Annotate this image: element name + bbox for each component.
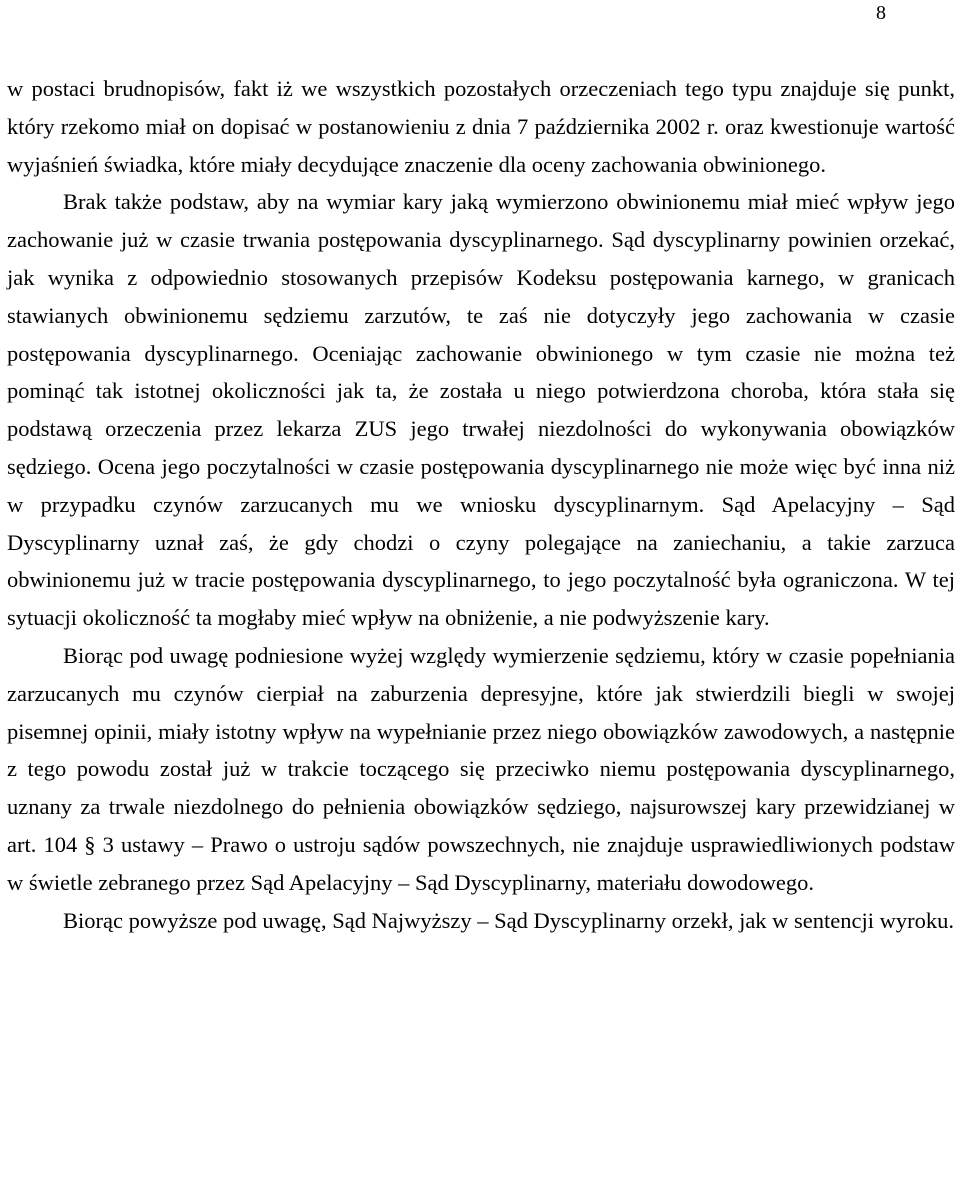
paragraph-sentence-considerations: Brak także podstaw, aby na wymiar kary jaką wymierzono obwinionemu miał mieć wpływ jego zachowanie już w czasie trwania postępowania dyscyplinarnego. Sąd dyscyplinarny powinien orzekać, jak wynika z odpowiednio stosowanych przepisów Kodeksu postępowania karnego, w granicach stawianych obwinionemu sędziemu zarzutów, te zaś nie dotyczyły jego zachowania w czasie postępowania dyscyplinarnego. Oceniając zachowanie obwinionego w tym czasie nie można też pominąć tak istotnej okoliczności jak ta, że została u niego potwierdzona choroba, która stała się podstawą orzeczenia przez lekarza ZUS jego trwałej niezdolności do wykonywania obowiązków sędziego. Ocena jego poczytalności w czasie postępowania dyscyplinarnego nie może więc być inna niż w przypadku czynów zarzucanych mu we wniosku dyscyplinarnym. Sąd Apelacyjny – Sąd Dyscyplinarny uznał zaś, że gdy chodzi o czyny polegające na zaniechaniu, a takie zarzuca obwinionemu już w tracie postępowania dyscyplinarnego, to jego poczytalność była ograniczona. W tej sytuacji okoliczność ta mogłaby mieć wpływ na obniżenie, a nie podwyższenie kary. — [7, 189, 955, 631]
paragraph-penalty-assessment: Biorąc pod uwagę podniesione wyżej względy wymierzenie sędziemu, który w czasie popełniania zarzucanych mu czynów cierpiał na zaburzenia depresyjne, które jak stwierdzili biegli w swojej pisemnej opinii, miały istotny wpływ na wypełnianie przez niego obowiązków zawodowych, a następnie z tego powodu został już w trakcie toczącego się przeciwko niemu postępowania dyscyplinarnego, uznany za trwale niezdolnego do pełnienia obowiązków sędziego, najsurowszej kary przewidzianej w art. 104 § 3 ustawy – Prawo o ustroju sądów powszechnych, nie znajduje usprawiedliwionych podstaw w świetle zebranego przez Sąd Apelacyjny – Sąd Dyscyplinarny, materiału dowodowego. — [7, 642, 955, 895]
paragraph-continuation: w postaci brudnopisów, fakt iż we wszystkich pozostałych orzeczeniach tego typu znajduje się punkt, który rzekomo miał on dopisać w postanowieniu z dnia 7 października 2002 r. oraz kwestionuje wartość wyjaśnień świadka, które miały decydujące znaczenie dla oceny zachowania obwinionego. — [7, 76, 955, 177]
paragraph-verdict: Biorąc powyższe pod uwagę, Sąd Najwyższy – Sąd Dyscyplinarny orzekł, jak w sentencji wyroku. — [63, 907, 955, 933]
page-number: 8 — [876, 2, 886, 24]
document-body — [7, 70, 955, 939]
